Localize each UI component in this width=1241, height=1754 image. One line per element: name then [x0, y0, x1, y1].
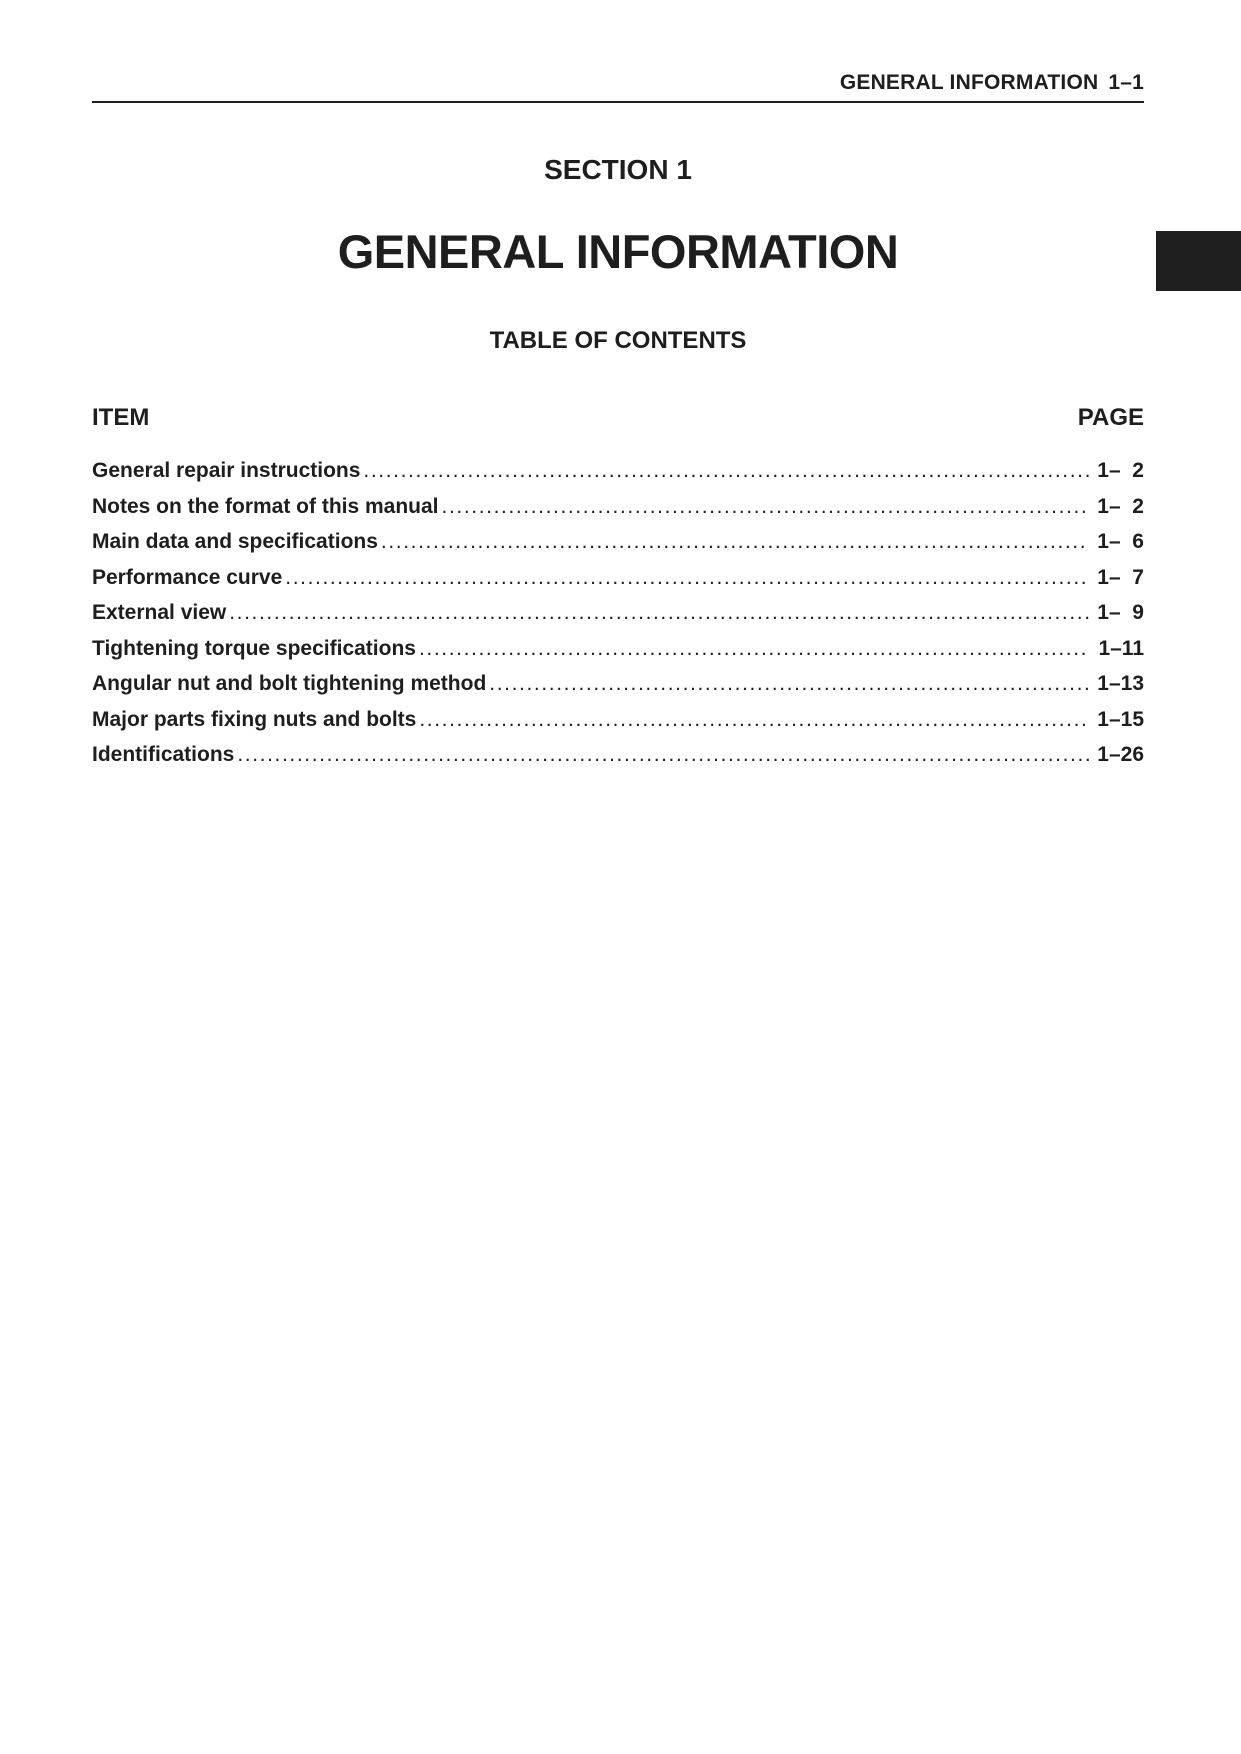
toc-entry-page: 1–11 — [1098, 636, 1144, 660]
dot-leader — [442, 492, 1089, 522]
toc-entry-label: Identifications — [92, 743, 235, 766]
toc-entry-page: 1– 2 — [1097, 459, 1144, 482]
page-title: GENERAL INFORMATION — [337, 225, 899, 278]
toc-column-page: PAGE — [1077, 404, 1144, 431]
toc-entry-main-data-and-specifications[interactable] — [92, 527, 1144, 563]
dot-leader — [363, 456, 1089, 486]
dot-leader — [419, 634, 1089, 664]
dot-leader — [419, 705, 1089, 735]
toc-entry-label: Performance curve — [92, 565, 283, 589]
running-header-page-number: 1–1 — [1108, 71, 1144, 94]
toc-entry-label: External view — [92, 601, 227, 624]
toc-entry-page: 1– 6 — [1097, 530, 1144, 553]
toc-entry-label: Tightening torque specifications — [92, 636, 416, 660]
toc-entry-label: General repair instructions — [92, 459, 361, 482]
toc-entry-external-view[interactable] — [92, 598, 1144, 634]
toc-entry-label: Notes on the format of this manual — [92, 494, 439, 518]
dot-leader — [229, 598, 1089, 628]
running-header-title: GENERAL INFORMATION — [839, 71, 1099, 94]
toc-entry-page: 1– 2 — [1097, 494, 1144, 518]
toc-entry-performance-curve[interactable] — [92, 563, 1144, 599]
toc-entry-tightening-torque-specifications[interactable] — [92, 634, 1144, 670]
dot-leader — [237, 740, 1089, 770]
toc-column-item: ITEM — [92, 404, 150, 431]
dot-leader — [489, 669, 1089, 699]
toc-entry-page: 1– 9 — [1097, 601, 1144, 624]
section-label: SECTION 1 — [544, 154, 692, 185]
toc-entry-label: Major parts fixing nuts and bolts — [92, 707, 417, 731]
toc-entry-page: 1–26 — [1097, 743, 1144, 766]
toc-heading: TABLE OF CONTENTS — [489, 327, 747, 354]
toc-entry-identifications[interactable] — [92, 740, 1144, 776]
toc-entry-page: 1–13 — [1097, 672, 1144, 695]
section-thumb-tab — [1156, 231, 1241, 291]
toc-entry-angular-nut-and-bolt-tightening-method[interactable] — [92, 669, 1144, 705]
toc-entry-label: Main data and specifications — [92, 530, 378, 553]
toc-entry-general-repair-instructions[interactable] — [92, 456, 1144, 492]
toc-entry-notes-on-format[interactable] — [92, 492, 1144, 528]
dot-leader — [285, 563, 1089, 593]
dot-leader — [381, 527, 1089, 557]
toc-entry-page: 1–15 — [1097, 707, 1144, 731]
toc-entry-major-parts-fixing-nuts-and-bolts[interactable] — [92, 705, 1144, 741]
toc-list — [92, 456, 1144, 776]
running-header — [92, 70, 1144, 103]
toc-entry-label: Angular nut and bolt tightening method — [92, 672, 487, 695]
toc-entry-page: 1– 7 — [1097, 565, 1144, 589]
